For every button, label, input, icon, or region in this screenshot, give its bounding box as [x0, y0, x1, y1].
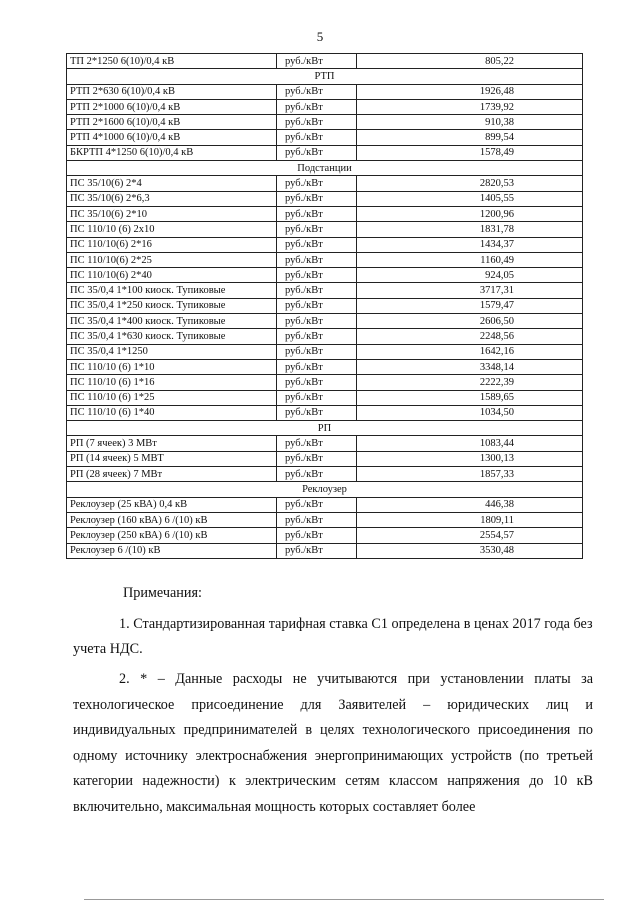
table-row [67, 528, 583, 543]
section-header: РП [67, 421, 583, 436]
unit-cell: руб./кВт [277, 436, 357, 451]
equipment-name-cell: Реклоузер (25 кВА) 0,4 кВ [67, 497, 277, 512]
unit-cell: руб./кВт [277, 145, 357, 160]
rate-value-cell: 1857,33 [357, 467, 583, 482]
unit-cell: руб./кВт [277, 237, 357, 252]
section-header: РТП [67, 69, 583, 84]
rate-value-cell: 2554,57 [357, 528, 583, 543]
rate-value-cell: 2222,39 [357, 375, 583, 390]
equipment-name-cell: ПС 110/10(6) 2*16 [67, 237, 277, 252]
table-row [67, 252, 583, 267]
rate-value-cell: 2606,50 [357, 314, 583, 329]
note-1: 1. Стандартизированная тарифная ставка С1 определена в ценах 2017 года без учета НДС. [73, 616, 593, 657]
table-row [67, 130, 583, 145]
rate-value-cell: 1809,11 [357, 512, 583, 527]
table-row [67, 467, 583, 482]
tariff-table-body [67, 54, 583, 559]
unit-cell: руб./кВт [277, 543, 357, 558]
equipment-name-cell: БКРТП 4*1250 6(10)/0,4 кВ [67, 145, 277, 160]
rate-value-cell: 910,38 [357, 115, 583, 130]
section-header-row [67, 482, 583, 497]
page-bottom-divider [84, 899, 604, 900]
rate-value-cell: 1434,37 [357, 237, 583, 252]
equipment-name-cell: Реклоузер (160 кВА) 6 /(10) кВ [67, 512, 277, 527]
equipment-name-cell: ПС 35/10(6) 2*6,3 [67, 191, 277, 206]
equipment-name-cell: Реклоузер (250 кВА) 6 /(10) кВ [67, 528, 277, 543]
unit-cell: руб./кВт [277, 512, 357, 527]
table-row [67, 222, 583, 237]
rate-value-cell: 3530,48 [357, 543, 583, 558]
unit-cell: руб./кВт [277, 206, 357, 221]
unit-cell: руб./кВт [277, 344, 357, 359]
equipment-name-cell: ТП 2*1250 6(10)/0,4 кВ [67, 54, 277, 69]
table-row [67, 99, 583, 114]
unit-cell: руб./кВт [277, 390, 357, 405]
rate-value-cell: 3348,14 [357, 359, 583, 374]
rate-value-cell: 1831,78 [357, 222, 583, 237]
section-header-row [67, 421, 583, 436]
unit-cell: руб./кВт [277, 99, 357, 114]
equipment-name-cell: РТП 2*1000 6(10)/0,4 кВ [67, 99, 277, 114]
table-row [67, 84, 583, 99]
note-2: 2. * – Данные расходы не учитываются при установлении платы за технологическое присоединение для Заявителей – юридических лиц и индивидуальных предпринимателей в целях технологического присоединения по одному источнику электроснабжения энергопринимающих устройств (по третьей категории надежности) к электрическим сетям классом напряжения до 10 кВ включительно, максимальная мощность которых составляет более [73, 671, 593, 815]
equipment-name-cell: ПС 110/10(6) 2*25 [67, 252, 277, 267]
rate-value-cell: 1578,49 [357, 145, 583, 160]
rate-value-cell: 1200,96 [357, 206, 583, 221]
table-row [67, 298, 583, 313]
table-row [67, 512, 583, 527]
section-header-row [67, 161, 583, 176]
rate-value-cell: 2248,56 [357, 329, 583, 344]
rate-value-cell: 1083,44 [357, 436, 583, 451]
table-row [67, 543, 583, 558]
equipment-name-cell: ПС 110/10 (6) 1*16 [67, 375, 277, 390]
section-header-row [67, 69, 583, 84]
rate-value-cell: 1739,92 [357, 99, 583, 114]
equipment-name-cell: ПС 35/0,4 1*250 киоск. Тупиковые [67, 298, 277, 313]
unit-cell: руб./кВт [277, 222, 357, 237]
rate-value-cell: 1642,16 [357, 344, 583, 359]
equipment-name-cell: РП (28 ячеек) 7 МВт [67, 467, 277, 482]
rate-value-cell: 1589,65 [357, 390, 583, 405]
equipment-name-cell: ПС 110/10 (6) 1*25 [67, 390, 277, 405]
unit-cell: руб./кВт [277, 451, 357, 466]
table-row [67, 451, 583, 466]
rate-value-cell: 1034,50 [357, 405, 583, 420]
rate-value-cell: 1405,55 [357, 191, 583, 206]
table-row [67, 390, 583, 405]
equipment-name-cell: ПС 110/10(6) 2*40 [67, 268, 277, 283]
equipment-name-cell: ПС 35/10(6) 2*4 [67, 176, 277, 191]
equipment-name-cell: ПС 35/0,4 1*630 киоск. Тупиковые [67, 329, 277, 344]
table-row [67, 268, 583, 283]
table-row [67, 145, 583, 160]
table-row [67, 405, 583, 420]
table-row [67, 206, 583, 221]
equipment-name-cell: ПС 35/10(6) 2*10 [67, 206, 277, 221]
tariff-table [66, 53, 583, 559]
equipment-name-cell: РТП 4*1000 6(10)/0,4 кВ [67, 130, 277, 145]
equipment-name-cell: ПС 35/0,4 1*100 киоск. Тупиковые [67, 283, 277, 298]
table-row [67, 237, 583, 252]
rate-value-cell: 924,05 [357, 268, 583, 283]
rate-value-cell: 2820,53 [357, 176, 583, 191]
rate-value-cell: 805,22 [357, 54, 583, 69]
unit-cell: руб./кВт [277, 283, 357, 298]
section-header: Реклоузер [67, 482, 583, 497]
unit-cell: руб./кВт [277, 268, 357, 283]
equipment-name-cell: РТП 2*630 6(10)/0,4 кВ [67, 84, 277, 99]
unit-cell: руб./кВт [277, 252, 357, 267]
table-row [67, 54, 583, 69]
unit-cell: руб./кВт [277, 84, 357, 99]
rate-value-cell: 3717,31 [357, 283, 583, 298]
notes-title: Примечания: [123, 585, 202, 601]
table-row [67, 176, 583, 191]
unit-cell: руб./кВт [277, 191, 357, 206]
unit-cell: руб./кВт [277, 130, 357, 145]
section-header: Подстанции [67, 161, 583, 176]
table-row [67, 359, 583, 374]
table-row [67, 283, 583, 298]
equipment-name-cell: ПС 110/10 (6) 1*10 [67, 359, 277, 374]
table-row [67, 436, 583, 451]
unit-cell: руб./кВт [277, 115, 357, 130]
rate-value-cell: 1926,48 [357, 84, 583, 99]
page-number: 5 [316, 29, 324, 44]
equipment-name-cell: ПС 110/10 (6) 2х10 [67, 222, 277, 237]
unit-cell: руб./кВт [277, 467, 357, 482]
equipment-name-cell: РТП 2*1600 6(10)/0,4 кВ [67, 115, 277, 130]
unit-cell: руб./кВт [277, 314, 357, 329]
table-row [67, 191, 583, 206]
table-row [67, 344, 583, 359]
table-row [67, 497, 583, 512]
equipment-name-cell: Реклоузер 6 /(10) кВ [67, 543, 277, 558]
rate-value-cell: 1579,47 [357, 298, 583, 313]
equipment-name-cell: ПС 110/10 (6) 1*40 [67, 405, 277, 420]
unit-cell: руб./кВт [277, 54, 357, 69]
unit-cell: руб./кВт [277, 405, 357, 420]
rate-value-cell: 899,54 [357, 130, 583, 145]
table-row [67, 375, 583, 390]
rate-value-cell: 1300,13 [357, 451, 583, 466]
table-row [67, 329, 583, 344]
unit-cell: руб./кВт [277, 359, 357, 374]
table-row [67, 314, 583, 329]
unit-cell: руб./кВт [277, 329, 357, 344]
unit-cell: руб./кВт [277, 298, 357, 313]
unit-cell: руб./кВт [277, 176, 357, 191]
rate-value-cell: 446,38 [357, 497, 583, 512]
equipment-name-cell: ПС 35/0,4 1*400 киоск. Тупиковые [67, 314, 277, 329]
equipment-name-cell: ПС 35/0,4 1*1250 [67, 344, 277, 359]
unit-cell: руб./кВт [277, 375, 357, 390]
table-row [67, 115, 583, 130]
rate-value-cell: 1160,49 [357, 252, 583, 267]
unit-cell: руб./кВт [277, 528, 357, 543]
equipment-name-cell: РП (14 ячеек) 5 МВТ [67, 451, 277, 466]
unit-cell: руб./кВт [277, 497, 357, 512]
equipment-name-cell: РП (7 ячеек) 3 МВт [67, 436, 277, 451]
